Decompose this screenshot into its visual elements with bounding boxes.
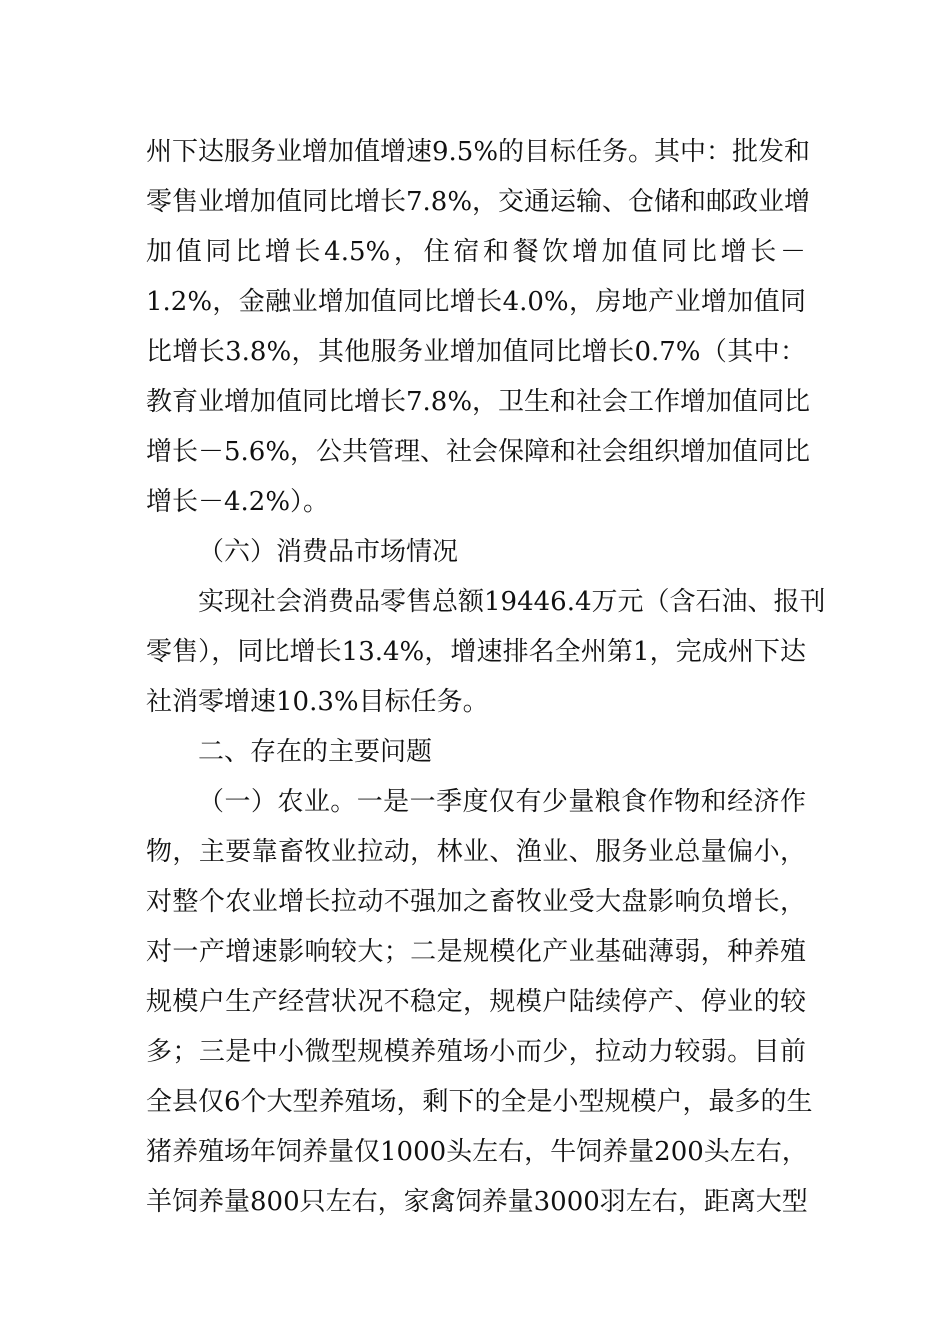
- text-line: 物，主要靠畜牧业拉动，林业、渔业、服务业总量偏小，: [146, 837, 806, 867]
- section-heading: （六）消费品市场情况: [198, 537, 459, 567]
- section-heading: 二、存在的主要问题: [198, 737, 433, 767]
- text-line: 对一产增速影响较大；二是规模化产业基础薄弱，种养殖: [146, 937, 806, 967]
- text-line: 对整个农业增长拉动不强加之畜牧业受大盘影响负增长，: [146, 887, 806, 917]
- text-line: 多；三是中小微型规模养殖场小而少，拉动力较弱。目前: [146, 1037, 806, 1067]
- text-line: 规模户生产经营状况不稳定，规模户陆续停产、停业的较: [146, 987, 806, 1017]
- text-line: 全县仅6个大型养殖场，剩下的全是小型规模户，最多的生: [146, 1087, 813, 1117]
- text-line: 零售），同比增长13.4%，增速排名全州第1，完成州下达: [146, 637, 806, 667]
- text-line: （一）农业。一是一季度仅有少量粮食作物和经济作: [198, 787, 806, 817]
- text-line: 1.2%，金融业增加值同比增长4.0%，房地产业增加值同: [146, 287, 806, 317]
- text-line: 实现社会消费品零售总额19446.4万元（含石油、报刊: [198, 587, 826, 617]
- text-line: 州下达服务业增加值增速9.5%的目标任务。其中：批发和: [146, 137, 811, 167]
- text-line: 比增长3.8%，其他服务业增加值同比增长0.7%（其中：: [146, 337, 806, 367]
- text-line: 猪养殖场年饲养量仅1000头左右，牛饲养量200头左右，: [146, 1137, 808, 1167]
- text-line: 零售业增加值同比增长7.8%，交通运输、仓储和邮政业增: [146, 187, 811, 217]
- text-line: 增长－5.6%，公共管理、社会保障和社会组织增加值同比: [146, 437, 811, 467]
- text-line: 教育业增加值同比增长7.8%，卫生和社会工作增加值同比: [146, 387, 811, 417]
- text-line: 加值同比增长4.5%，住宿和餐饮增加值同比增长－: [146, 237, 806, 267]
- text-line: 增长－4.2%）。: [146, 487, 330, 517]
- text-line: 社消零增速10.3%目标任务。: [146, 687, 489, 717]
- text-line: 羊饲养量800只左右，家禽饲养量3000羽左右，距离大型: [146, 1187, 808, 1217]
